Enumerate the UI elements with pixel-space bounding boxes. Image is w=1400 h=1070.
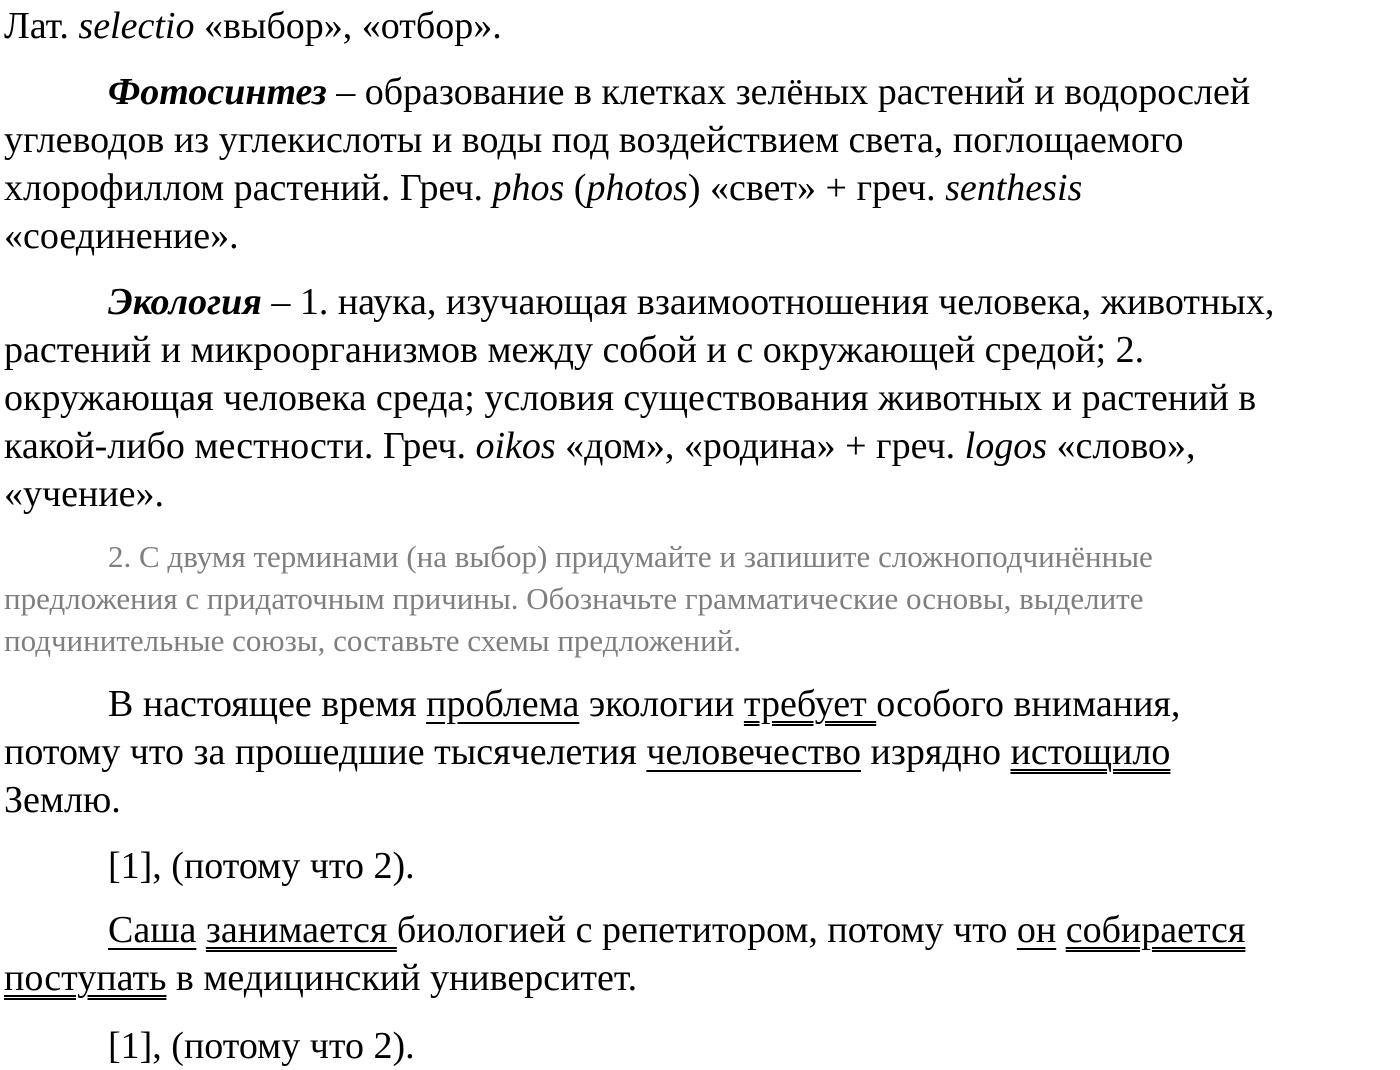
text xyxy=(1056,909,1066,951)
definition-photosynthesis-line-3 xyxy=(4,164,1082,212)
text: «слово», xyxy=(1047,425,1196,467)
text: ) «свет» + греч. xyxy=(687,167,946,209)
definition-photosynthesis-line-4: «соединение». xyxy=(4,215,239,257)
predicate-underlined: занимается xyxy=(205,909,397,951)
definition-ecology-line-4 xyxy=(4,422,1196,470)
greek-word: logos xyxy=(964,425,1047,467)
sentence-1-line-1 xyxy=(108,680,1180,728)
task-line-1: 2. С двумя терминами (на выбор) придумайте и запишите сложноподчинённые xyxy=(108,539,1153,574)
text: ( xyxy=(564,167,587,209)
scheme-2: [1], (потому что 2). xyxy=(108,1025,415,1067)
text xyxy=(196,909,206,951)
text: потому что за прошедшие тысячелетия xyxy=(4,731,647,773)
text: хлорофиллом растений. Греч. xyxy=(4,167,493,209)
text: особого внимания, xyxy=(876,683,1181,725)
task-line-3: подчинительные союзы, составьте схемы предложений. xyxy=(4,623,742,658)
text: «дом», «родина» + греч. xyxy=(555,425,965,467)
scheme-1: [1], (потому что 2). xyxy=(108,845,415,887)
sentence-2-line-2 xyxy=(4,954,637,1002)
definition-ecology-line-5: «учение». xyxy=(4,473,165,515)
text: «выбор», «отбор». xyxy=(194,5,502,47)
predicate-underlined: собирается xyxy=(1065,909,1246,951)
text: В настоящее время xyxy=(108,683,427,725)
sentence-2-line-1 xyxy=(108,906,1245,954)
subject-underlined: человечество xyxy=(646,731,861,773)
greek-word: phos xyxy=(492,167,565,209)
text: изрядно xyxy=(861,731,1011,773)
term-ecology: Экология xyxy=(108,281,262,323)
predicate-underlined: истощило xyxy=(1010,731,1171,773)
term-photosynthesis: Фотосинтез xyxy=(108,71,327,113)
latin-word: selectio xyxy=(78,5,195,47)
sentence-1-line-2 xyxy=(4,728,1170,776)
definition-ecology-line-1 xyxy=(108,278,1274,326)
text: в медицинский университет. xyxy=(166,957,638,999)
text: – образование в клетках зелёных растений и водорослей xyxy=(326,71,1251,113)
text: – 1. наука, изучающая взаимоотношения человека, животных, xyxy=(261,281,1275,323)
definition-ecology-line-3: окружающая человека среда; условия существования животных и растений в xyxy=(4,377,1257,419)
sentence-1-line-3: Землю. xyxy=(4,779,121,821)
text: экологии xyxy=(579,683,744,725)
definition-ecology-line-2: растений и микроорганизмов между собой и с окружающей средой; 2. xyxy=(4,329,1145,371)
subject-underlined: Саша xyxy=(108,909,197,951)
predicate-underlined: поступать xyxy=(4,957,167,999)
etymology-line xyxy=(4,2,502,50)
predicate-underlined: требует xyxy=(743,683,877,725)
definition-photosynthesis-line-1 xyxy=(108,68,1250,116)
greek-word: photos xyxy=(586,167,688,209)
text: биологией с репетитором, потому что xyxy=(396,909,1017,951)
text: Лат. xyxy=(4,5,79,47)
greek-word: senthesis xyxy=(945,167,1083,209)
definition-photosynthesis-line-2: углеводов из углекислоты и воды под воздействием света, поглощаемого xyxy=(4,119,1184,161)
subject-underlined: проблема xyxy=(426,683,580,725)
greek-word: oikos xyxy=(475,425,556,467)
task-line-2: предложения с придаточным причины. Обозначьте грамматические основы, выделите xyxy=(4,581,1144,616)
text: какой-либо местности. Греч. xyxy=(4,425,476,467)
subject-underlined: он xyxy=(1016,909,1057,951)
